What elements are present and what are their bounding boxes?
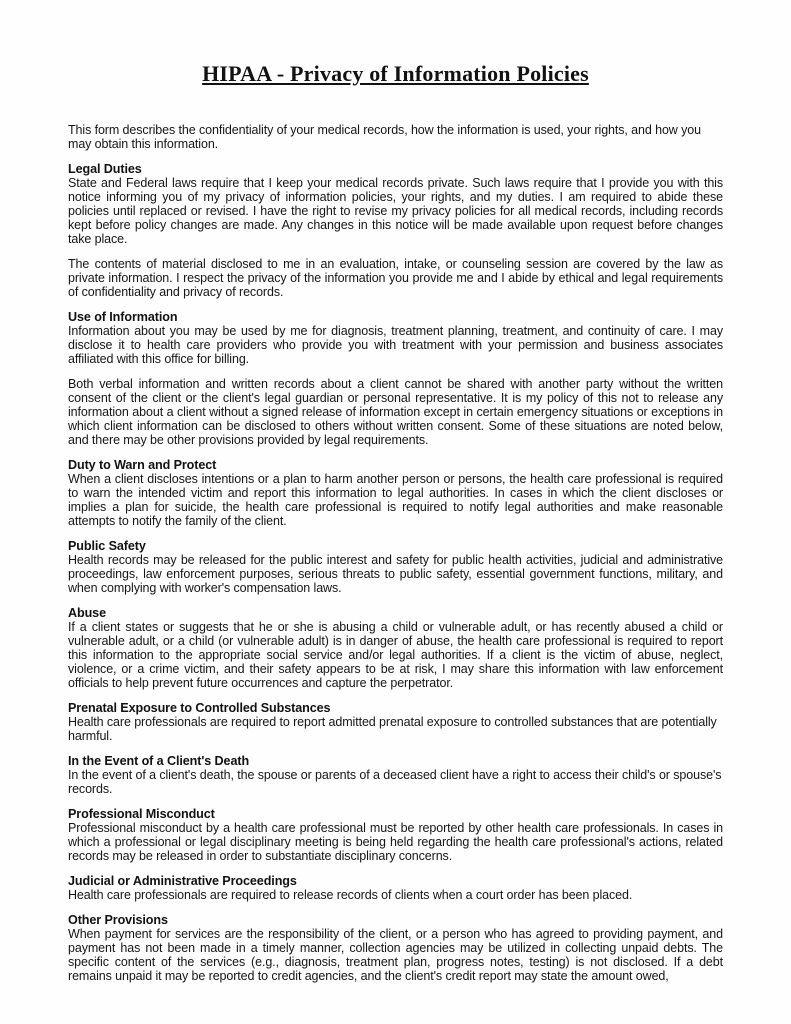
- section-duty-to-warn-and-protect: [68, 458, 723, 528]
- section-heading-legal-duties: Legal Duties: [68, 162, 142, 176]
- section-heading-abuse: Abuse: [68, 606, 106, 620]
- section-paragraph: The contents of material disclosed to me in an evaluation, intake, or counseling session are covered by the law as private information. I respect the privacy of the information you provide me and I abide by ethical and legal requirements of confidentiality and privacy of records.: [68, 257, 723, 299]
- section-professional-misconduct: [68, 807, 723, 863]
- section-paragraph: Health care professionals are required to report admitted prenatal exposure to controlled substances that are potentially harmful.: [68, 715, 717, 743]
- section-client-death: [68, 754, 723, 796]
- section-paragraph: Professional misconduct by a health care professional must be reported by other health care professionals. In cases in which a professional or legal disciplinary meeting is being held regarding the health care professional's actions, related records may be released in order to substantiate disciplinary concerns.: [68, 821, 723, 863]
- section-prenatal-exposure: [68, 701, 723, 743]
- section-paragraph: When payment for services are the responsibility of the client, or a person who has agreed to providing payment, and payment has not been made in a timely manner, collection agencies may be utilized in collecting unpaid debts. The specific content of the services (e.g., diagnosis, treatment plan, progress notes, testing) is not disclosed. If a debt remains unpaid it may be reported to credit agencies, and the client's credit report may state the amount owed,: [68, 927, 723, 983]
- intro-paragraph: This form describes the confidentiality of your medical records, how the information is used, your rights, and how you may obtain this information.: [68, 123, 701, 151]
- section-heading-professional-misconduct: Professional Misconduct: [68, 807, 215, 821]
- section-heading-judicial-proceedings: Judicial or Administrative Proceedings: [68, 874, 297, 888]
- section-abuse: [68, 606, 723, 690]
- section-paragraph: State and Federal laws require that I keep your medical records private. Such laws require that I provide you with this notice informing you of my privacy of information policies, your rights, and my duties. I am required to abide these policies until replaced or revised. I have the right to revise my privacy policies for all medical records, including records kept before policy changes are made. Any changes in this notice will be made available upon request before changes take place.: [68, 176, 723, 246]
- document-title: HIPAA - Privacy of Information Policies: [202, 61, 589, 86]
- section-paragraph: If a client states or suggests that he or she is abusing a child or vulnerable adult, or has recently abused a child or vulnerable adult, or a child (or vulnerable adult) is in danger of abuse, the health care professional is required to report this information to the appropriate social service and/or legal authorities. If a client is the victim of abuse, neglect, violence, or a crime victim, and their safety appears to be at risk, I may share this information with law enforcement officials to help prevent future occurrences and capture the perpetrator.: [68, 620, 723, 690]
- section-heading-duty-to-warn-and-protect: Duty to Warn and Protect: [68, 458, 217, 472]
- section-heading-public-safety: Public Safety: [68, 539, 146, 553]
- section-heading-other-provisions: Other Provisions: [68, 913, 168, 927]
- section-other-provisions: [68, 913, 723, 983]
- section-paragraph: Both verbal information and written records about a client cannot be shared with another party without the written consent of the client or the client's legal guardian or personal representative. It is my policy of this not to release any information about a client without a signed release of information except in certain emergency situations or exceptions in which client information can be disclosed to others without written consent. Some of these situations are noted below, and there may be other provisions provided by legal requirements.: [68, 377, 723, 447]
- section-paragraph: Health care professionals are required to release records of clients when a court order has been placed.: [68, 888, 633, 902]
- section-legal-duties: [68, 162, 723, 299]
- section-public-safety: [68, 539, 723, 595]
- section-use-of-information: [68, 310, 723, 447]
- section-paragraph: When a client discloses intentions or a plan to harm another person or persons, the health care professional is required to warn the intended victim and report this information to legal authorities. In cases in which the client discloses or implies a plan for suicide, the health care professional is required to notify legal authorities and make reasonable attempts to notify the family of the client.: [68, 472, 723, 528]
- section-paragraph: Health records may be released for the public interest and safety for public health activities, judicial and administrative proceedings, law enforcement purposes, serious threats to public safety, essential government functions, military, and when complying with worker's compensation laws.: [68, 553, 723, 595]
- section-heading-prenatal-exposure: Prenatal Exposure to Controlled Substances: [68, 701, 331, 715]
- section-paragraph: Information about you may be used by me for diagnosis, treatment planning, treatment, and continuity of care. I may disclose it to health care providers who provide you with treatment with your permission and business associates affiliated with this office for billing.: [68, 324, 723, 366]
- section-paragraph: In the event of a client's death, the spouse or parents of a deceased client have a right to access their child's or spouse's records.: [68, 768, 722, 796]
- section-heading-use-of-information: Use of Information: [68, 310, 178, 324]
- section-judicial-proceedings: [68, 874, 723, 902]
- section-heading-client-death: In the Event of a Client's Death: [68, 754, 250, 768]
